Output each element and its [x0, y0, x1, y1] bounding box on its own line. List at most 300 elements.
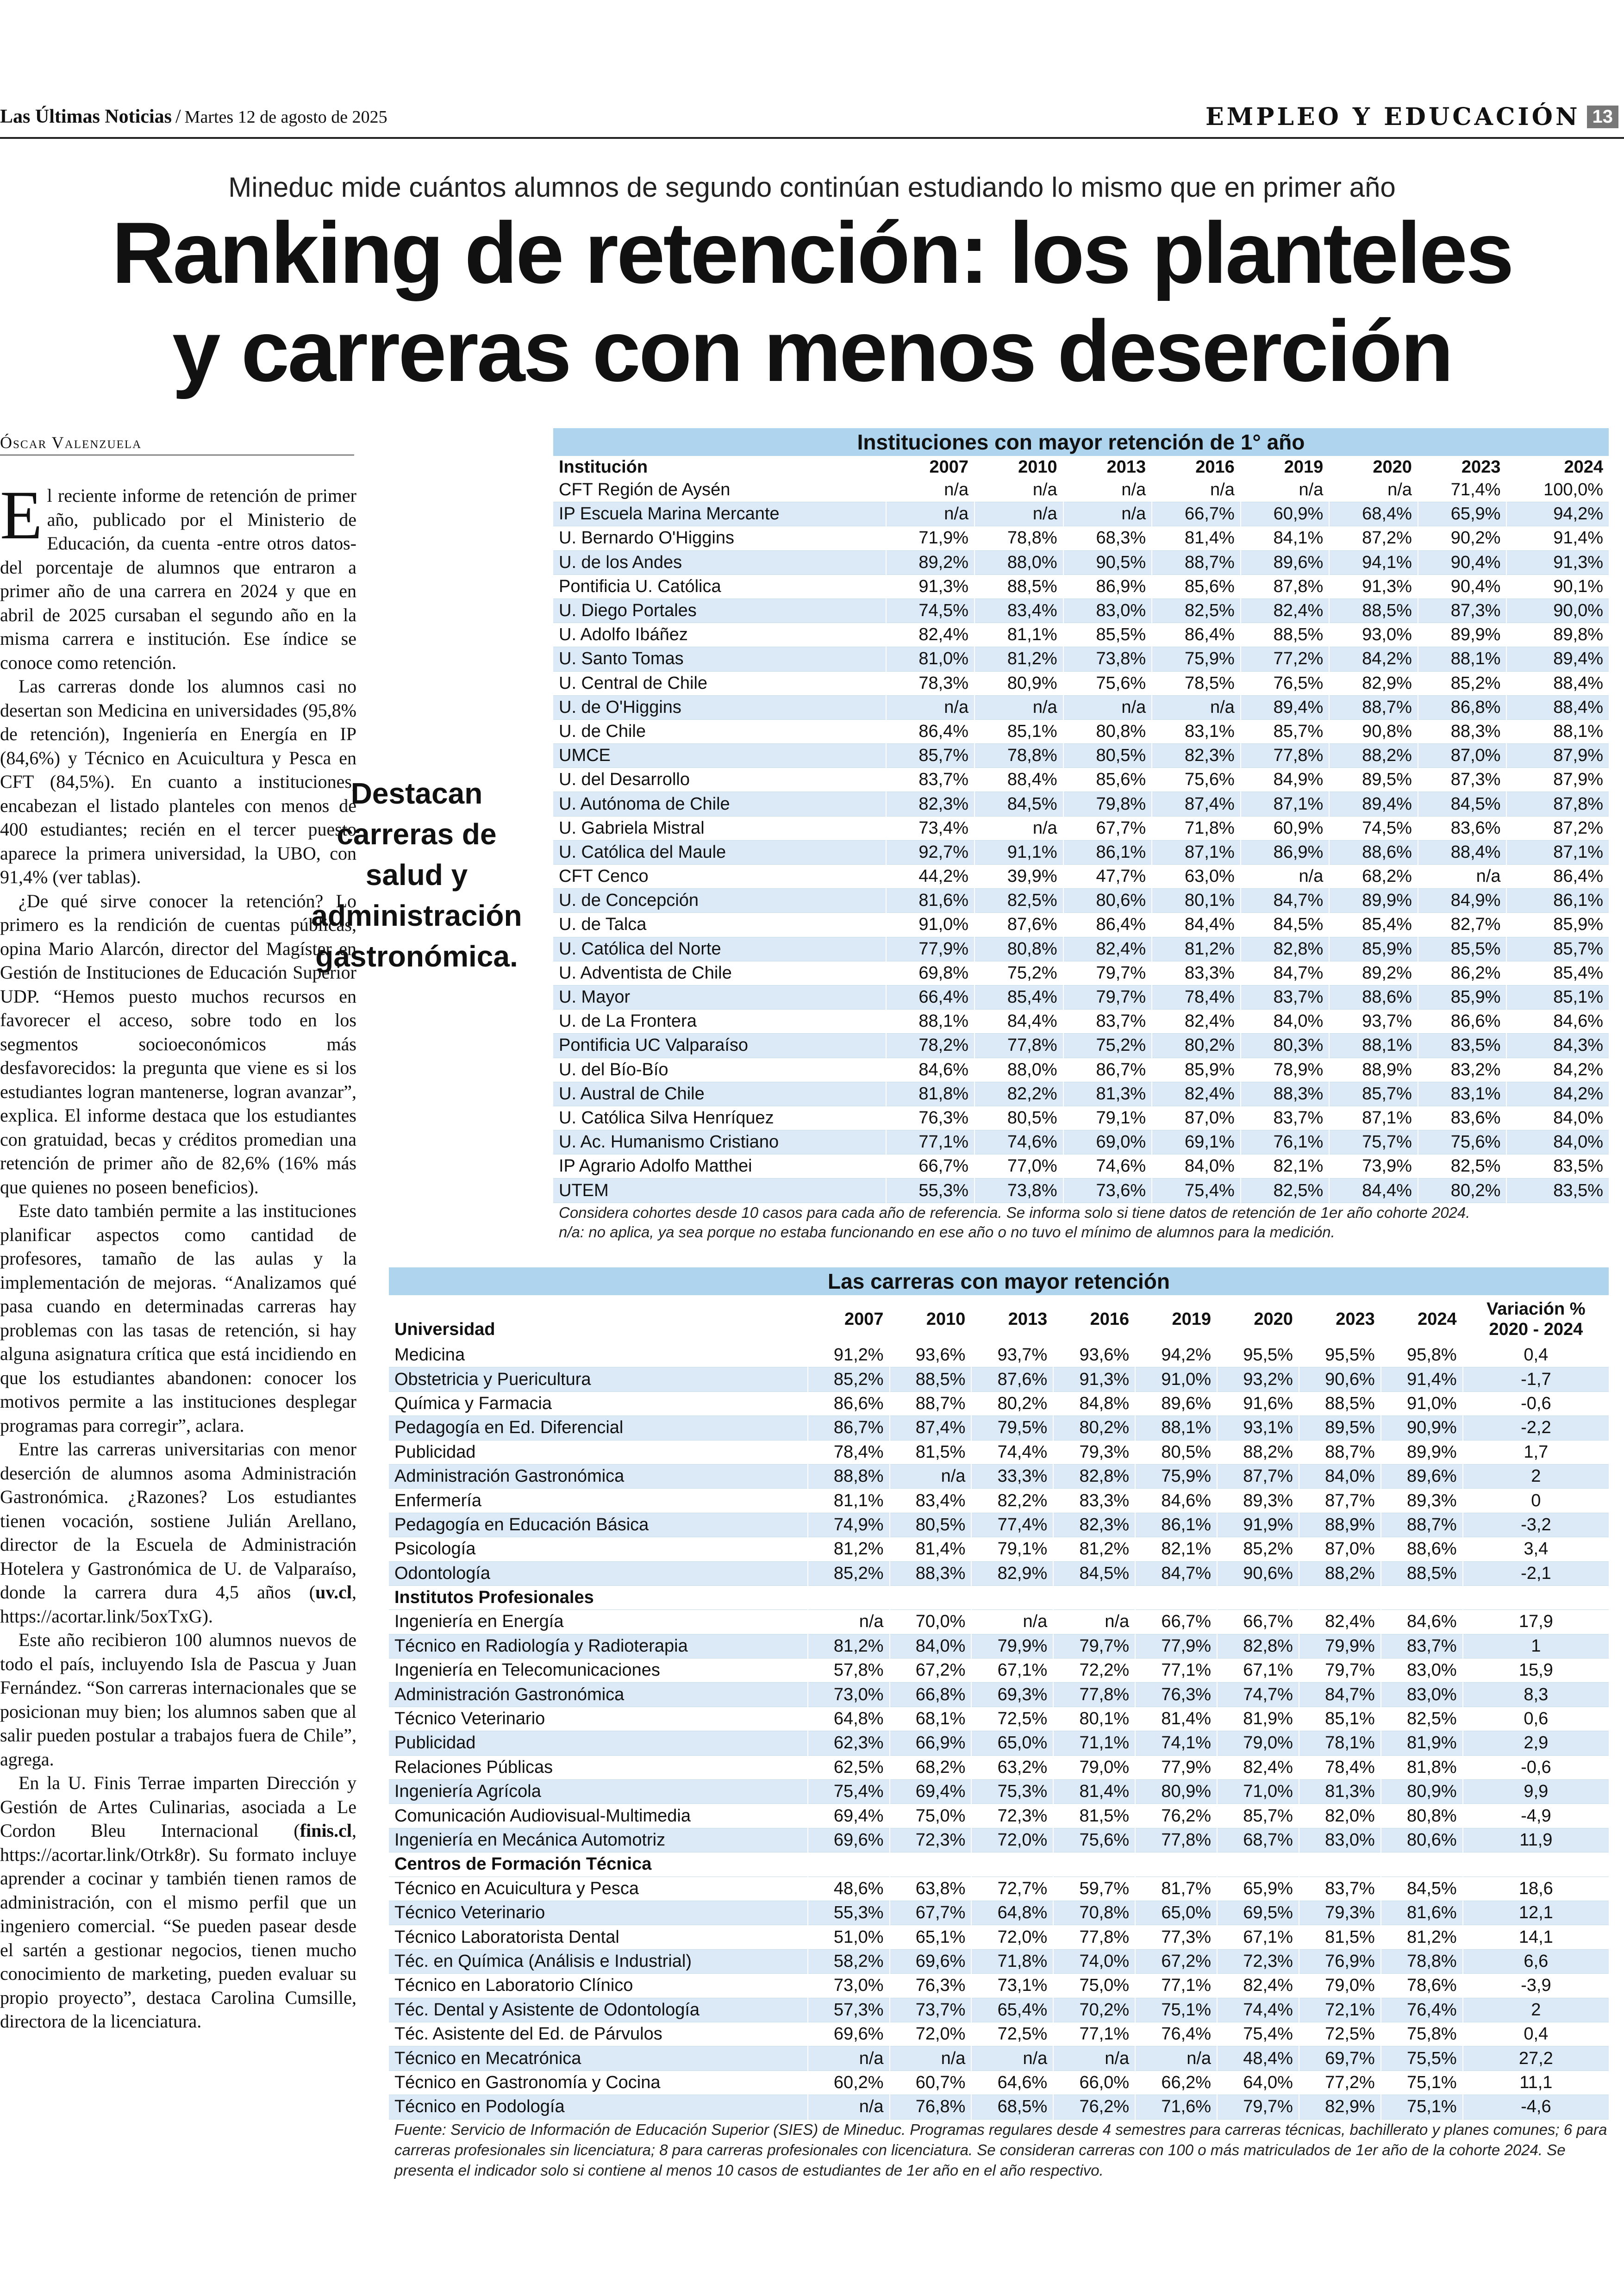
retention-value: 55,3% [808, 1901, 890, 1925]
variation-value: -2,2 [1463, 1416, 1609, 1440]
retention-value: 86,7% [1063, 1058, 1152, 1082]
retention-value: 78,5% [1152, 671, 1241, 695]
retention-value: 93,0% [1329, 623, 1418, 647]
institution-name: U. Diego Portales [553, 599, 886, 623]
institution-name: U. de Talca [553, 913, 886, 937]
retention-value: 79,7% [1299, 1659, 1381, 1683]
retention-value: 78,2% [886, 1034, 975, 1058]
retention-value: n/a [1053, 2046, 1135, 2070]
retention-value: 88,6% [1381, 1537, 1463, 1561]
table-row [553, 526, 1609, 550]
table-row [553, 792, 1609, 816]
retention-value: 90,1% [1506, 574, 1609, 599]
retention-value: 91,3% [1506, 550, 1609, 574]
retention-value: 59,7% [1053, 1877, 1135, 1901]
career-name: Téc. Asistente del Ed. de Párvulos [389, 2022, 808, 2046]
career-name: Ingeniería en Energía [389, 1610, 808, 1634]
retention-value: 66,7% [886, 1154, 975, 1179]
retention-value: 67,7% [1063, 816, 1152, 840]
retention-value: 77,4% [971, 1513, 1053, 1537]
table-row [389, 2046, 1609, 2070]
paragraph-5-end: , https://acortar.link/5oxTxG). [0, 1582, 356, 1627]
career-name: Ingeniería Agrícola [389, 1780, 808, 1804]
retention-value: 86,4% [1152, 623, 1241, 647]
institution-name: U. de los Andes [553, 550, 886, 574]
retention-value: 84,6% [1506, 1010, 1609, 1034]
retention-value: 76,3% [1135, 1683, 1217, 1707]
retention-value: 69,3% [971, 1683, 1053, 1707]
retention-value: 82,5% [974, 889, 1063, 913]
retention-value: 80,6% [1381, 1828, 1463, 1852]
table-row [389, 1561, 1609, 1585]
table-row [553, 1010, 1609, 1034]
retention-value: 83,7% [1241, 1106, 1330, 1130]
table-row [553, 744, 1609, 768]
career-name: Técnico Laboratorista Dental [389, 1925, 808, 1949]
retention-value: 75,6% [1063, 671, 1152, 695]
retention-value: 73,0% [808, 1974, 890, 1998]
retention-value: 73,4% [886, 816, 975, 840]
retention-value: 74,1% [1135, 1731, 1217, 1755]
group-name: Centros de Formación Técnica [389, 1852, 1609, 1877]
retention-value: 81,2% [974, 647, 1063, 671]
retention-value: 79,7% [1053, 1634, 1135, 1658]
retention-value: 77,1% [1053, 2022, 1135, 2046]
retention-value: 81,2% [808, 1537, 890, 1561]
retention-value: 82,4% [1152, 1010, 1241, 1034]
retention-value: 82,9% [971, 1561, 1053, 1585]
table-row [389, 1731, 1609, 1755]
institutions-col-header: 2019 [1241, 456, 1330, 478]
retention-value: 84,4% [1152, 913, 1241, 937]
retention-value: 81,8% [1381, 1755, 1463, 1779]
retention-value: 62,5% [808, 1755, 890, 1779]
retention-value: n/a [1241, 478, 1330, 502]
retention-value: 87,0% [1152, 1106, 1241, 1130]
section-name: EMPLEO Y EDUCACIÓN [1206, 103, 1580, 131]
headline-line-1: Ranking de retención: los planteles [112, 204, 1512, 301]
retention-value: 88,9% [1299, 1513, 1381, 1537]
retention-value: 82,1% [1241, 1154, 1330, 1179]
retention-value: 81,4% [1152, 526, 1241, 550]
table-row [553, 502, 1609, 526]
masthead [0, 106, 387, 128]
retention-value: 88,5% [1241, 623, 1330, 647]
retention-value: 79,9% [1299, 1634, 1381, 1658]
retention-value: n/a [974, 478, 1063, 502]
variation-value: 11,9 [1463, 1828, 1609, 1852]
retention-value: 67,2% [890, 1659, 972, 1683]
retention-value: 81,1% [808, 1489, 890, 1513]
institutions-col-header: 2010 [974, 456, 1063, 478]
retention-value: 77,2% [1241, 647, 1330, 671]
retention-value: 83,0% [1381, 1683, 1463, 1707]
retention-value: 66,4% [886, 985, 975, 1009]
retention-value: 85,7% [886, 744, 975, 768]
retention-value: 82,4% [1063, 937, 1152, 961]
finis-link[interactable]: finis.cl [300, 1820, 352, 1841]
retention-value: 75,3% [971, 1780, 1053, 1804]
retention-value: n/a [1063, 478, 1152, 502]
retention-value: 90,6% [1217, 1561, 1299, 1585]
retention-value: 81,5% [890, 1440, 972, 1464]
retention-value: 85,2% [1217, 1537, 1299, 1561]
retention-value: 63,0% [1152, 865, 1241, 889]
retention-value: 90,0% [1506, 599, 1609, 623]
retention-value: 75,7% [1329, 1130, 1418, 1154]
table-row [553, 695, 1609, 719]
retention-value: n/a [1152, 695, 1241, 719]
retention-value: 71,8% [971, 1949, 1053, 1973]
retention-value: 75,4% [1217, 2022, 1299, 2046]
uv-link[interactable]: uv.cl [315, 1582, 352, 1603]
institution-name: Pontificia U. Católica [553, 574, 886, 599]
paragraph-2: Las carreras donde los alumnos casi no desertan son Medicina en universidades (95,8% de retención), Ingeniería en Energía en IP (84,6%) y Técnico en Acuicultura y Pesca en CFT (84,5%). En cuanto a instituciones, encabezan el listado planteles con menos de 400 estudiantes; recién en el tercer puesto aparece la primera universidad, la UBO, con 91,4% (ver tablas). [0, 676, 356, 887]
retention-value: 82,4% [1217, 1974, 1299, 1998]
retention-value: 84,7% [1299, 1683, 1381, 1707]
retention-value: 72,0% [971, 1925, 1053, 1949]
retention-value: 77,1% [1135, 1659, 1217, 1683]
retention-value: 89,4% [1241, 695, 1330, 719]
table-row [389, 1367, 1609, 1391]
retention-value: 77,9% [886, 937, 975, 961]
institutions-grid [553, 456, 1609, 1203]
table-row [553, 1058, 1609, 1082]
retention-value: 70,0% [890, 1610, 972, 1634]
retention-value: 88,7% [890, 1391, 972, 1416]
retention-value: 88,7% [1299, 1440, 1381, 1464]
careers-col-header: 2010 [890, 1295, 972, 1343]
retention-value: 78,4% [1152, 985, 1241, 1009]
paragraph-5 [0, 1437, 356, 1628]
retention-value: 82,0% [1299, 1804, 1381, 1828]
retention-value: 78,3% [886, 671, 975, 695]
careers-table-title: Las carreras con mayor retención [389, 1267, 1609, 1295]
retention-value: 78,4% [808, 1440, 890, 1464]
retention-value: 68,1% [890, 1707, 972, 1731]
retention-value: 80,5% [1063, 744, 1152, 768]
retention-value: 85,7% [1506, 937, 1609, 961]
career-name: Medicina [389, 1343, 808, 1367]
retention-value: 74,9% [808, 1513, 890, 1537]
table-row [389, 2095, 1609, 2119]
retention-value: 81,3% [1299, 1780, 1381, 1804]
institutions-col-header: 2024 [1506, 456, 1609, 478]
institution-name: U. Austral de Chile [553, 1082, 886, 1106]
retention-value: 88,5% [974, 574, 1063, 599]
retention-value: 87,4% [1152, 792, 1241, 816]
careers-col-header: 2007 [808, 1295, 890, 1343]
retention-value: 90,6% [1299, 1367, 1381, 1391]
retention-value: 69,6% [890, 1949, 972, 1973]
institutions-col-header: 2020 [1329, 456, 1418, 478]
career-name: Téc. Dental y Asistente de Odontología [389, 1998, 808, 2022]
retention-value: 48,6% [808, 1877, 890, 1901]
retention-value: 91,1% [974, 840, 1063, 864]
table-row [553, 937, 1609, 961]
retention-value: 87,7% [1299, 1489, 1381, 1513]
retention-value: 91,4% [1381, 1367, 1463, 1391]
institutions-header-row [553, 456, 1609, 478]
institution-name: U. Ac. Humanismo Cristiano [553, 1130, 886, 1154]
paragraph-7-text: En la U. Finis Terrae imparten Dirección y Gestión de Artes Culinarias, asociada a Le Cordon Bleu Internacional ( [0, 1772, 356, 1841]
career-name: Ingeniería en Mecánica Automotriz [389, 1828, 808, 1852]
retention-value: 89,5% [1329, 768, 1418, 792]
retention-value: 60,7% [890, 2070, 972, 2095]
retention-value: 88,9% [1329, 1058, 1418, 1082]
retention-value: 66,7% [1217, 1610, 1299, 1634]
retention-value: 67,1% [1217, 1659, 1299, 1683]
career-name: Pedagogía en Educación Básica [389, 1513, 808, 1537]
retention-value: 95,8% [1381, 1343, 1463, 1367]
retention-value: 91,3% [1329, 574, 1418, 599]
variation-value: 0,4 [1463, 2022, 1609, 2046]
retention-value: 87,6% [971, 1367, 1053, 1391]
retention-value: 87,2% [1329, 526, 1418, 550]
retention-value: 83,6% [1418, 816, 1507, 840]
retention-value: 88,5% [1381, 1561, 1463, 1585]
retention-value: 88,7% [1329, 695, 1418, 719]
retention-value: 78,1% [1299, 1731, 1381, 1755]
headline [0, 204, 1624, 400]
retention-value: 67,2% [1135, 1949, 1217, 1973]
retention-value: 91,4% [1506, 526, 1609, 550]
retention-value: 72,2% [1053, 1659, 1135, 1683]
paragraph-7 [0, 1771, 356, 2033]
retention-value: 85,9% [1329, 937, 1418, 961]
retention-value: 89,3% [1217, 1489, 1299, 1513]
retention-value: 68,7% [1217, 1828, 1299, 1852]
retention-value: 84,9% [1241, 768, 1330, 792]
institutions-col-header: 2007 [886, 456, 975, 478]
table-row [553, 574, 1609, 599]
retention-value: 88,7% [1381, 1513, 1463, 1537]
institution-name: U. Mayor [553, 985, 886, 1009]
institutions-col-header: 2016 [1152, 456, 1241, 478]
retention-value: 85,6% [1152, 574, 1241, 599]
retention-value: 79,3% [1053, 1440, 1135, 1464]
table-row [553, 985, 1609, 1009]
variation-value: -0,6 [1463, 1391, 1609, 1416]
variation-value: 27,2 [1463, 2046, 1609, 2070]
retention-value: 65,0% [1135, 1901, 1217, 1925]
table-row [389, 1440, 1609, 1464]
table-row [553, 961, 1609, 985]
retention-value: 60,9% [1241, 816, 1330, 840]
retention-value: 66,7% [1152, 502, 1241, 526]
retention-value: 86,7% [808, 1416, 890, 1440]
retention-value: 78,8% [974, 744, 1063, 768]
retention-value: 84,4% [1329, 1179, 1418, 1203]
retention-value: 88,2% [1299, 1561, 1381, 1585]
retention-value: 81,2% [1152, 937, 1241, 961]
careers-table [389, 1267, 1609, 2181]
retention-value: 80,8% [1381, 1804, 1463, 1828]
retention-value: 80,2% [1053, 1416, 1135, 1440]
careers-col-header: 2023 [1299, 1295, 1381, 1343]
retention-value: 87,4% [890, 1416, 972, 1440]
retention-value: 72,0% [971, 1828, 1053, 1852]
retention-value: 75,8% [1381, 2022, 1463, 2046]
retention-value: n/a [1418, 865, 1507, 889]
retention-value: 94,2% [1135, 1343, 1217, 1367]
institution-name: U. Central de Chile [553, 671, 886, 695]
retention-value: 72,0% [890, 2022, 972, 2046]
career-name: Técnico en Acuicultura y Pesca [389, 1877, 808, 1901]
newspaper-name: Las Últimas Noticias [0, 106, 172, 127]
retention-value: 84,5% [1241, 913, 1330, 937]
retention-value: 84,5% [1053, 1561, 1135, 1585]
retention-value: 69,6% [808, 1828, 890, 1852]
retention-value: 80,8% [974, 937, 1063, 961]
institution-name: U. Adolfo Ibáñez [553, 623, 886, 647]
variation-value: 0,6 [1463, 1707, 1609, 1731]
retention-value: 79,8% [1063, 792, 1152, 816]
retention-value: 67,1% [971, 1659, 1053, 1683]
retention-value: 75,1% [1381, 2070, 1463, 2095]
retention-value: 84,0% [1506, 1106, 1609, 1130]
retention-value: 57,8% [808, 1659, 890, 1683]
table-row [389, 1610, 1609, 1634]
retention-value: 77,3% [1135, 1925, 1217, 1949]
retention-value: 91,3% [886, 574, 975, 599]
variation-value: 9,9 [1463, 1780, 1609, 1804]
variation-value: 2 [1463, 1998, 1609, 2022]
retention-value: n/a [1135, 2046, 1217, 2070]
retention-value: n/a [1053, 1610, 1135, 1634]
retention-value: 74,4% [971, 1440, 1053, 1464]
careers-col-header: 2024 [1381, 1295, 1463, 1343]
retention-value: 48,4% [1217, 2046, 1299, 2070]
retention-value: 75,1% [1381, 2095, 1463, 2119]
table-row [553, 719, 1609, 743]
retention-value: 74,0% [1053, 1949, 1135, 1973]
retention-value: 81,1% [974, 623, 1063, 647]
retention-value: 82,5% [1152, 599, 1241, 623]
institutions-note-2: n/a: no aplica, ya sea porque no estaba funcionando en ese año o no tuvo el mínimo de alumnos para la medición. [559, 1223, 1335, 1241]
retention-value: 90,2% [1418, 526, 1507, 550]
variation-value: -4,6 [1463, 2095, 1609, 2119]
variation-value: 0 [1463, 1489, 1609, 1513]
institution-name: U. de O'Higgins [553, 695, 886, 719]
retention-value: 83,4% [974, 599, 1063, 623]
retention-value: 91,0% [886, 913, 975, 937]
table-row [389, 1925, 1609, 1949]
retention-value: 88,2% [1217, 1440, 1299, 1464]
retention-value: 91,0% [1381, 1391, 1463, 1416]
retention-value: 69,4% [890, 1780, 972, 1804]
retention-value: 82,3% [1152, 744, 1241, 768]
retention-value: 79,3% [1299, 1901, 1381, 1925]
retention-value: 83,6% [1418, 1106, 1507, 1130]
retention-value: 65,0% [971, 1731, 1053, 1755]
retention-value: n/a [974, 816, 1063, 840]
retention-value: 84,6% [1135, 1489, 1217, 1513]
retention-value: 87,6% [974, 913, 1063, 937]
careers-col-header: 2016 [1053, 1295, 1135, 1343]
variation-value: 3,4 [1463, 1537, 1609, 1561]
section-header [1206, 103, 1618, 131]
retention-value: 82,5% [1418, 1154, 1507, 1179]
retention-value: 57,3% [808, 1998, 890, 2022]
retention-value: 79,5% [971, 1416, 1053, 1440]
retention-value: 80,2% [1418, 1179, 1507, 1203]
institution-name: U. del Desarrollo [553, 768, 886, 792]
retention-value: 76,9% [1299, 1949, 1381, 1973]
retention-value: 88,4% [1418, 840, 1507, 864]
retention-value: 69,6% [808, 2022, 890, 2046]
retention-value: 84,6% [886, 1058, 975, 1082]
table-row [389, 1707, 1609, 1731]
career-name: Técnico Veterinario [389, 1901, 808, 1925]
retention-value: 81,6% [1381, 1901, 1463, 1925]
retention-value: 80,1% [1053, 1707, 1135, 1731]
retention-value: 87,8% [1506, 792, 1609, 816]
retention-value: 83,7% [886, 768, 975, 792]
retention-value: n/a [808, 2046, 890, 2070]
variation-value: -4,9 [1463, 1804, 1609, 1828]
masthead-separator: / [175, 106, 181, 127]
retention-value: 88,1% [1135, 1416, 1217, 1440]
retention-value: 87,9% [1506, 768, 1609, 792]
retention-value: 86,9% [1241, 840, 1330, 864]
retention-value: 71,8% [1152, 816, 1241, 840]
retention-value: 73,8% [1063, 647, 1152, 671]
career-name: Técnico en Podología [389, 2095, 808, 2119]
retention-value: 93,7% [1329, 1010, 1418, 1034]
table-row [389, 1659, 1609, 1683]
retention-value: 58,2% [808, 1949, 890, 1973]
table-row [553, 840, 1609, 864]
retention-value: 89,5% [1299, 1416, 1381, 1440]
career-name: Ingeniería en Telecomunicaciones [389, 1659, 808, 1683]
retention-value: 74,4% [1217, 1998, 1299, 2022]
retention-value: 84,7% [1135, 1561, 1217, 1585]
retention-value: 86,6% [808, 1391, 890, 1416]
retention-value: 80,6% [1063, 889, 1152, 913]
retention-value: 81,4% [1053, 1780, 1135, 1804]
retention-value: 83,0% [1063, 599, 1152, 623]
retention-value: 87,0% [1418, 744, 1507, 768]
retention-value: 78,8% [974, 526, 1063, 550]
retention-value: 90,4% [1418, 550, 1507, 574]
retention-value: 75,4% [808, 1780, 890, 1804]
retention-value: 84,2% [1329, 647, 1418, 671]
retention-value: 87,3% [1418, 599, 1507, 623]
retention-value: 74,5% [1329, 816, 1418, 840]
retention-value: 72,3% [890, 1828, 972, 1852]
retention-value: 65,1% [890, 1925, 972, 1949]
retention-value: 100,0% [1506, 478, 1609, 502]
retention-value: n/a [1063, 502, 1152, 526]
retention-value: 89,6% [1135, 1391, 1217, 1416]
retention-value: 64,6% [971, 2070, 1053, 2095]
retention-value: 77,8% [1241, 744, 1330, 768]
retention-value: 85,6% [1063, 768, 1152, 792]
retention-value: 91,9% [1217, 1513, 1299, 1537]
retention-value: n/a [886, 502, 975, 526]
retention-value: 94,1% [1329, 550, 1418, 574]
paragraph-1 [0, 477, 356, 674]
retention-value: 72,5% [971, 1707, 1053, 1731]
retention-value: 74,5% [886, 599, 975, 623]
retention-value: 78,4% [1299, 1755, 1381, 1779]
institution-name: IP Agrario Adolfo Matthei [553, 1154, 886, 1179]
retention-value: 83,2% [1418, 1058, 1507, 1082]
retention-value: 87,2% [1506, 816, 1609, 840]
pull-quote: Destacan carreras de salud y administración gastronómica. [311, 777, 522, 973]
retention-value: 84,9% [1418, 889, 1507, 913]
